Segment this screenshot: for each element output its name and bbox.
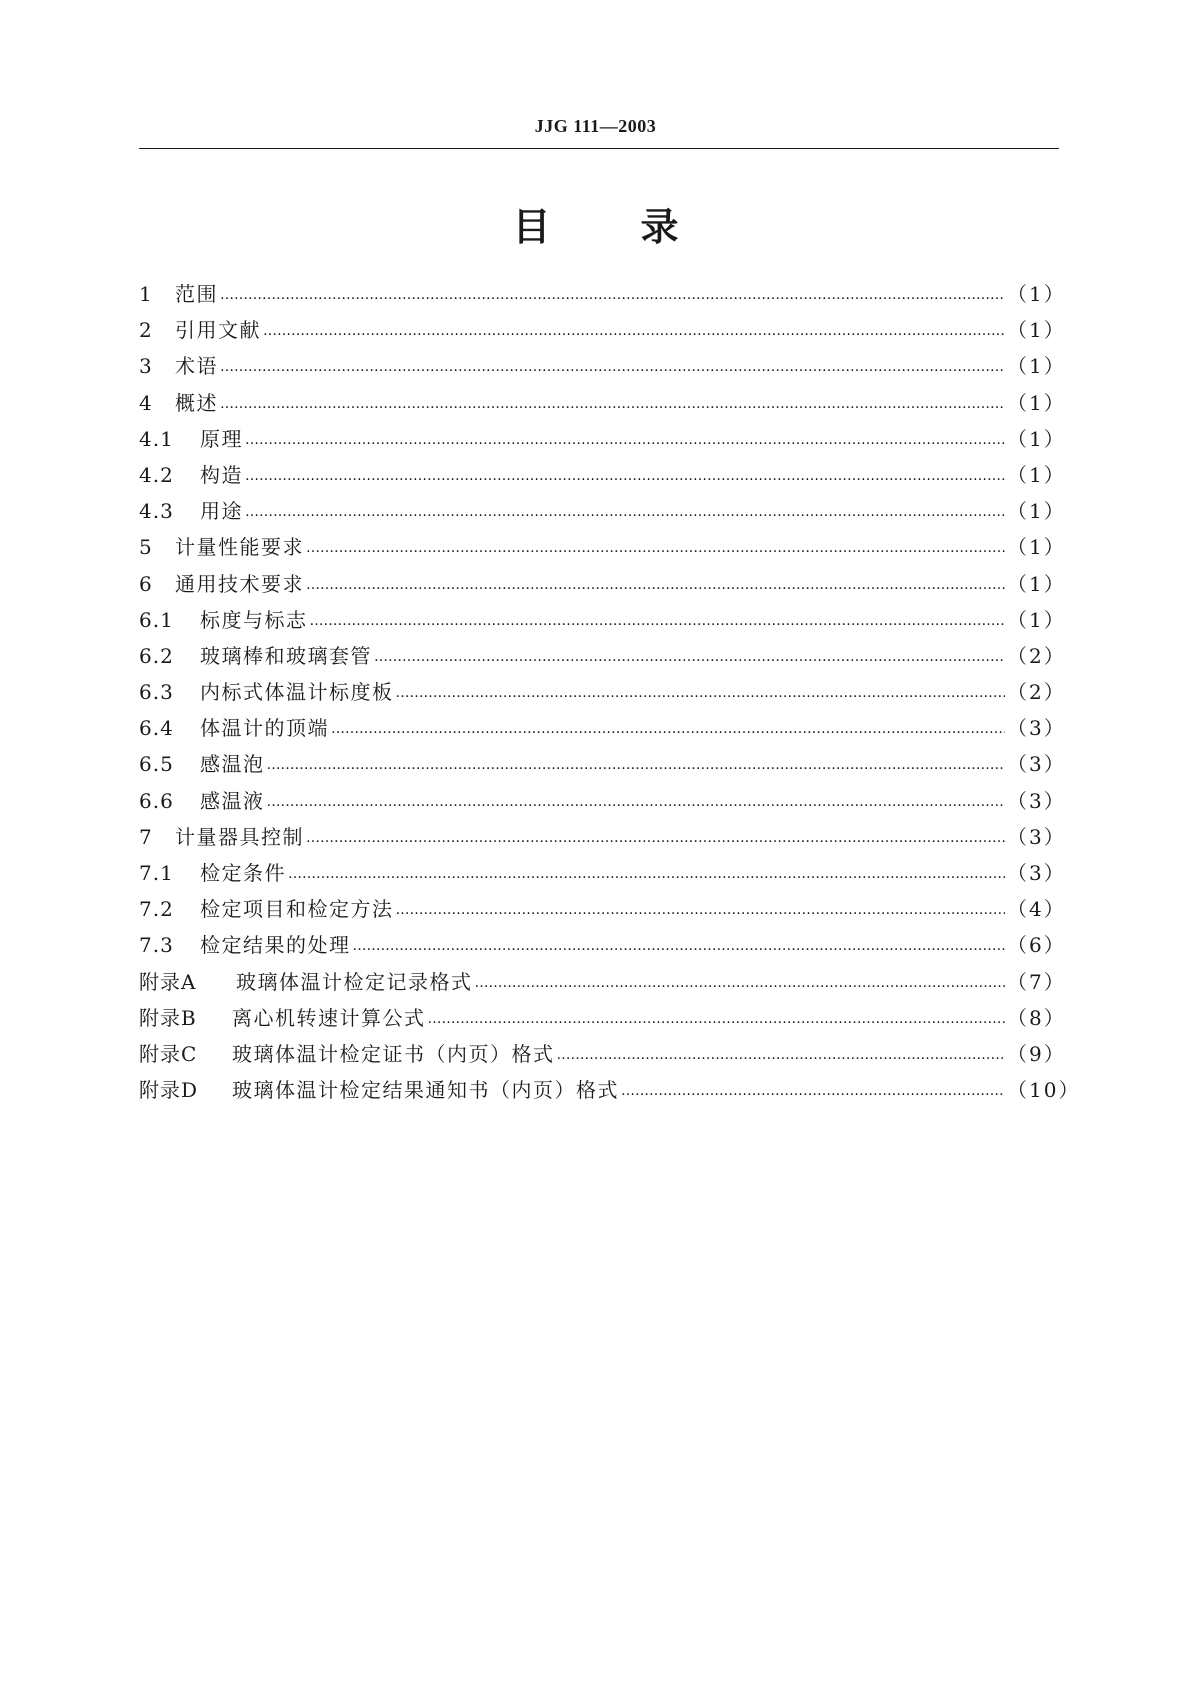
toc-entry-page: （8） <box>1007 1005 1066 1030</box>
toc-entry[interactable] <box>139 676 1066 712</box>
toc-entry-number: 7.2 <box>139 897 174 922</box>
toc-entry-title: 用途 <box>200 499 243 524</box>
toc-title-char-2: 录 <box>640 205 679 249</box>
toc-entry-page: （3） <box>1007 788 1066 813</box>
toc-entry-title: 检定结果的处理 <box>200 933 351 958</box>
toc-dot-leader <box>245 468 1005 484</box>
toc-entry-appendix[interactable] <box>139 966 1066 1002</box>
toc-entry-title: 内标式体温计标度板 <box>200 680 394 705</box>
toc-entry-appendix[interactable] <box>139 1074 1081 1110</box>
toc-entry-number: 7.3 <box>139 933 174 958</box>
toc-entry[interactable] <box>139 748 1066 784</box>
toc-entry[interactable] <box>139 350 1066 386</box>
toc-entry-page: （6） <box>1007 933 1066 958</box>
toc-entry[interactable] <box>139 929 1066 965</box>
toc-entry-page: （3） <box>1007 752 1066 777</box>
toc-entry-page: （2） <box>1007 680 1066 705</box>
toc-entry-number: 3 <box>139 354 153 379</box>
toc-entry-page: （1） <box>1007 354 1066 379</box>
toc-entry[interactable] <box>139 314 1066 350</box>
toc-dot-leader <box>621 1083 1005 1099</box>
toc-entry[interactable] <box>139 278 1066 314</box>
toc-entry-page: （2） <box>1007 643 1066 668</box>
toc-entry-number: 附录C <box>139 1041 198 1066</box>
toc-entry-number: 6 <box>139 571 153 596</box>
toc-entry-number: 7.1 <box>139 861 174 885</box>
toc-entry[interactable] <box>139 640 1066 676</box>
toc-entry[interactable] <box>139 785 1066 821</box>
toc-entry-page: （1） <box>1007 571 1066 596</box>
toc-entry-number: 2 <box>139 318 153 343</box>
toc-dot-leader <box>263 323 1005 339</box>
toc-dot-leader <box>306 830 1005 846</box>
toc-entry[interactable] <box>139 857 1066 893</box>
toc-title-char-1: 目 <box>512 205 551 249</box>
toc-entry-page: （1） <box>1007 607 1066 632</box>
toc-entry-page: （1） <box>1007 282 1066 306</box>
toc-entry-title: 引用文献 <box>175 318 261 343</box>
toc-entry-number: 6.5 <box>139 752 174 777</box>
toc-entry-number: 6.3 <box>139 680 174 705</box>
toc-dot-leader <box>331 721 1005 737</box>
toc-entry[interactable] <box>139 604 1066 640</box>
toc-entry-page: （1） <box>1007 426 1066 451</box>
toc-entry-number: 6.6 <box>139 788 174 813</box>
toc-dot-leader <box>353 938 1006 954</box>
toc-entry-title: 玻璃体温计检定证书（内页）格式 <box>232 1041 555 1066</box>
toc-entry-title: 计量性能要求 <box>175 535 304 560</box>
toc-dot-leader <box>396 902 1006 918</box>
toc-dot-leader <box>557 1047 1006 1063</box>
toc-entry-page: （3） <box>1007 716 1066 741</box>
toc-entry-page: （7） <box>1007 969 1066 994</box>
toc-entry-number: 附录B <box>139 1005 197 1030</box>
toc-entry-page: （3） <box>1007 824 1066 849</box>
toc-entry-title: 检定项目和检定方法 <box>200 897 394 922</box>
toc-dot-leader <box>220 396 1005 412</box>
toc-entry-title: 概述 <box>175 390 218 415</box>
page-header: JJG 111—2003 <box>534 116 657 136</box>
toc-dot-leader <box>310 613 1006 629</box>
toc-title <box>0 196 1191 251</box>
toc-entry-number: 4.2 <box>139 462 174 487</box>
toc-entry-page: （1） <box>1007 499 1066 524</box>
toc-dot-leader <box>220 359 1005 375</box>
toc-dot-leader <box>220 287 1005 303</box>
table-of-contents <box>139 278 1081 1110</box>
toc-entry-number: 5 <box>139 535 153 560</box>
toc-entry-title: 术语 <box>175 354 218 379</box>
toc-dot-leader <box>267 757 1006 773</box>
toc-entry-appendix[interactable] <box>139 1038 1066 1074</box>
toc-entry[interactable] <box>139 821 1066 857</box>
toc-dot-leader <box>428 1011 1006 1027</box>
toc-entry-title: 通用技术要求 <box>175 571 304 596</box>
toc-entry-title: 体温计的顶端 <box>200 716 329 741</box>
toc-entry-appendix[interactable] <box>139 1002 1066 1038</box>
toc-entry[interactable] <box>139 459 1066 495</box>
toc-entry[interactable] <box>139 495 1066 531</box>
toc-dot-leader <box>267 794 1006 810</box>
toc-entry-number: 6.4 <box>139 716 174 741</box>
toc-entry-title: 离心机转速计算公式 <box>232 1005 426 1030</box>
toc-dot-leader <box>288 866 1005 882</box>
toc-entry-title: 构造 <box>200 462 243 487</box>
toc-entry-page: （10） <box>1007 1078 1081 1103</box>
toc-entry-number: 6.2 <box>139 643 174 668</box>
toc-entry[interactable] <box>139 387 1066 423</box>
toc-entry-title: 玻璃棒和玻璃套管 <box>200 643 372 668</box>
toc-dot-leader <box>245 504 1005 520</box>
toc-entry-title: 玻璃体温计检定记录格式 <box>236 969 473 994</box>
toc-entry-page: （1） <box>1007 318 1066 343</box>
toc-entry-page: （9） <box>1007 1041 1066 1066</box>
toc-dot-leader <box>306 540 1005 556</box>
toc-entry-title: 标度与标志 <box>200 607 308 632</box>
toc-dot-leader <box>245 432 1005 448</box>
toc-entry-page: （1） <box>1007 462 1066 487</box>
toc-entry-title: 感温液 <box>200 788 265 813</box>
toc-entry-title: 检定条件 <box>200 861 286 885</box>
toc-dot-leader <box>396 685 1006 701</box>
toc-dot-leader <box>306 577 1005 593</box>
toc-entry-number: 6.1 <box>139 607 174 632</box>
toc-dot-leader <box>475 975 1006 991</box>
header-divider <box>139 148 1059 149</box>
toc-entry-number: 1 <box>139 282 153 306</box>
toc-entry[interactable] <box>139 712 1066 748</box>
toc-entry[interactable] <box>139 531 1066 567</box>
toc-entry-page: （3） <box>1007 861 1066 885</box>
toc-entry-title: 感温泡 <box>200 752 265 777</box>
toc-entry-number: 4.1 <box>139 426 174 451</box>
toc-entry-title: 原理 <box>200 426 243 451</box>
toc-entry-number: 附录A <box>139 969 197 994</box>
toc-entry[interactable] <box>139 893 1066 929</box>
toc-entry-page: （1） <box>1007 390 1066 415</box>
toc-dot-leader <box>374 649 1005 665</box>
toc-entry[interactable] <box>139 568 1066 604</box>
toc-entry-page: （4） <box>1007 897 1066 922</box>
toc-entry-title: 范围 <box>175 282 218 306</box>
toc-entry-number: 4 <box>139 390 153 415</box>
toc-entry-number: 附录D <box>139 1078 199 1103</box>
toc-entry[interactable] <box>139 423 1066 459</box>
toc-entry-number: 7 <box>139 824 153 849</box>
toc-entry-title: 玻璃体温计检定结果通知书（内页）格式 <box>232 1078 619 1103</box>
toc-entry-number: 4.3 <box>139 499 174 524</box>
toc-entry-page: （1） <box>1007 535 1066 560</box>
toc-entry-title: 计量器具控制 <box>175 824 304 849</box>
